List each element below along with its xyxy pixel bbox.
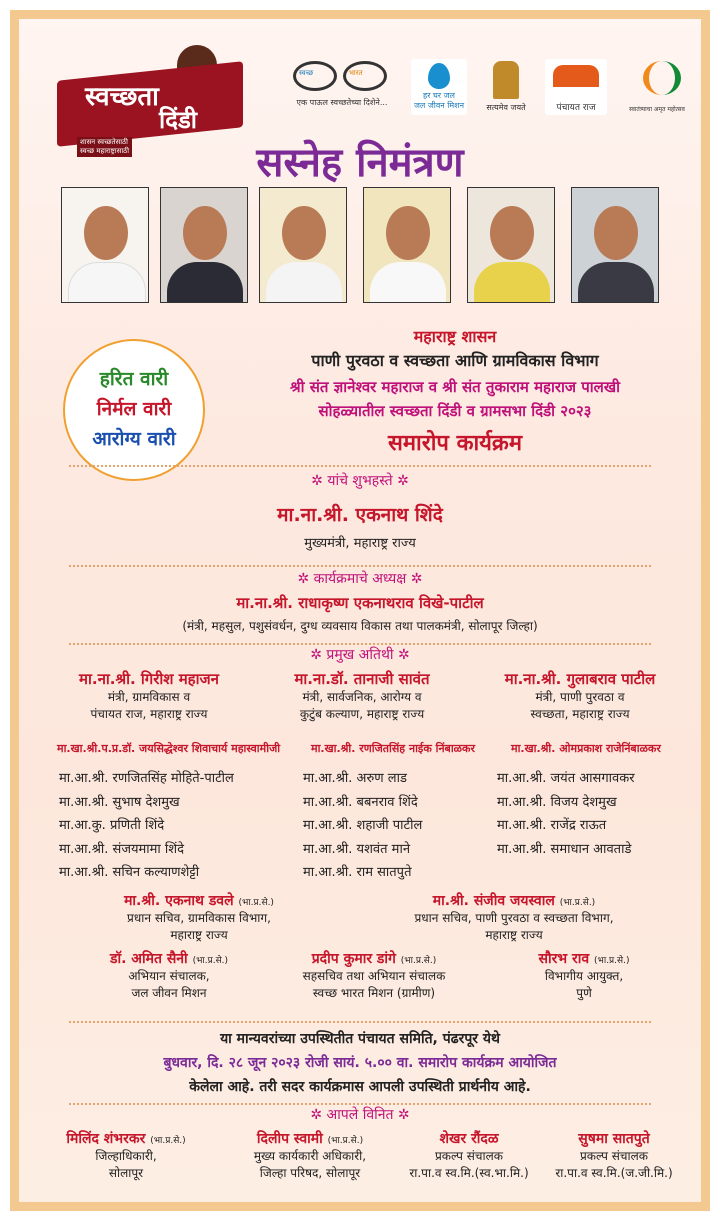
hosts-heading: ✲ आपले विनित ✲ [310, 1107, 410, 1123]
chief-guest-name: मा.ना.श्री. एकनाथ शिंदे [277, 504, 443, 526]
people-icon [553, 65, 599, 87]
president-post: (मंत्री, महसुल, पशुसंवर्धन, दुग्ध व्यवसाय विकास तथा पालकमंत्री, सोलापूर जिल्हा) [182, 619, 538, 633]
event-name: समारोप कार्यक्रम [388, 431, 522, 456]
divider [69, 1021, 651, 1023]
minister-2: मा.ना.डॉ. तानाजी सावंत मंत्री, सार्वजनिक, आरोग्य व कुटुंब कल्याण, महाराष्ट्र राज्य [294, 670, 430, 721]
panchayat-raj-logo: पंचायत राज [545, 59, 607, 115]
amrit-swirl-icon [643, 61, 681, 95]
event-line-2: सोहळ्यातील स्वच्छता दिंडी व ग्रामसभा दिंडी २०२३ [318, 402, 592, 420]
mp-2: मा.खा.श्री. रणजितसिंह नाईक निंबाळकर [311, 742, 475, 755]
national-emblem: सत्यमेव जयते [481, 59, 531, 115]
chief-heading: ✲ यांचे शुभहस्ते ✲ [311, 473, 409, 489]
mp-1: मा.खा.श्री.प.प्र.डॉ. जयसिद्धेश्वर शिवाचार्य महास्वामीजी [57, 742, 281, 755]
invitation-title: सस्नेह निमंत्रण [256, 139, 464, 186]
host-2: दिलीप स्वामी (भा.प्र.से.) मुख्य कार्यकारी अधिकारी, जिल्हा परिषद, सोलापूर [253, 1131, 367, 1180]
divider [69, 465, 651, 467]
president-heading: ✲ कार्यक्रमाचे अध्यक्ष ✲ [297, 571, 423, 587]
water-drop-icon [428, 63, 450, 89]
official-2: मा.श्री. संजीव जयस्वाल (भा.प्र.से.) प्रधान सचिव, पाणी पुरवठा व स्वच्छता विभाग, महाराष्ट्र राज्य [414, 893, 614, 942]
portrait-1 [61, 187, 149, 303]
portrait-2 [160, 187, 248, 303]
official-3: डॉ. अमित सैनी (भा.प्र.से.) अभियान संचालक, जल जीवन मिशन [109, 951, 229, 1000]
portrait-6 [571, 187, 659, 303]
host-4: सुषमा सातपुते प्रकल्प संचालक रा.पा.व स्व.मि.(ज.जी.मि.) [555, 1131, 673, 1180]
venue-line-3: केलेला आहे. तरी सदर कार्यक्रमास आपली उपस्थिती प्रार्थनीय आहे. [189, 1079, 531, 1095]
host-1: मिलिंद शंभरकर (भा.प्र.से.) जिल्हाधिकारी, सोलापूर [66, 1131, 186, 1180]
host-3: शेखर रौंदळ प्रकल्प संचालक रा.पा.व स्व.मि.(स्व.भा.मि.) [409, 1131, 529, 1180]
divider [69, 565, 651, 567]
mp-3: मा.खा.श्री. ओमप्रकाश राजेनिंबाळकर [511, 742, 661, 755]
official-5: सौरभ राव (भा.प्र.से.) विभागीय आयुक्त, पुणे [538, 951, 630, 1000]
portrait-5 [467, 187, 555, 303]
official-4: प्रदीप कुमार डांगे (भा.प्र.से.) सहसचिव तथा अभियान संचालक स्वच्छ भारत मिशन (ग्रामीण) [302, 951, 446, 1000]
mla-column-1: मा.आ.श्री. रणजितसिंह मोहिते-पाटील मा.आ.श्री. सुभाष देशमुख मा.आ.कु. प्रणिती शिंदे मा.आ.श्री. संजयमामा शिंदे मा.आ.श्री. सचिन कल्याणशेट्टी [59, 771, 234, 880]
event-line-1: श्री संत ज्ञानेश्वर महाराज व श्री संत तुकाराम महाराज पालखी [289, 378, 621, 396]
venue-line-1: या मान्यवरांच्या उपस्थितीत पंचायत समिति, पंढरपूर येथे [220, 1031, 500, 1047]
minister-3: मा.ना.श्री. गुलाबराव पाटील मंत्री, पाणी पुरवठा व स्वच्छता, महाराष्ट्र राज्य [504, 670, 656, 721]
swachh-bharat-logo: स्वच्छ भारत एक पाऊल स्वच्छतेच्या दिशेने... [287, 53, 397, 115]
mla-column-2: मा.आ.श्री. अरुण लाड मा.आ.श्री. बबनराव शिंदे मा.आ.श्री. शहाजी पाटील मा.आ.श्री. यशवंत माने मा.आ.श्री. राम सातपुते [303, 771, 423, 880]
minister-1: मा.ना.श्री. गिरीश महाजन मंत्री, ग्रामविकास व पंचायत राज, महाराष्ट्र राज्य [79, 670, 219, 721]
portrait-4 [363, 187, 451, 303]
guests-heading: ✲ प्रमुख अतिथी ✲ [310, 647, 410, 663]
government-name: महाराष्ट्र शासन [413, 327, 497, 346]
invitation-card [10, 10, 710, 1211]
jal-jeevan-mission-logo: हर घर जल जल जीवन मिशन [411, 59, 467, 115]
amrit-mahotsav-logo: स्वातंत्र्याचा अमृत महोत्सव [623, 59, 691, 115]
chief-guest-post: मुख्यमंत्री, महाराष्ट्र राज्य [304, 536, 416, 551]
mla-column-3: मा.आ.श्री. जयंत आसगावकर मा.आ.श्री. विजय देशमुख मा.आ.श्री. राजेंद्र राऊत मा.आ.श्री. समाधान आवताडे [497, 771, 635, 857]
official-1: मा.श्री. एकनाथ डवले (भा.प्र.से.) प्रधान सचिव, ग्रामविकास विभाग, महाराष्ट्र राज्य [124, 893, 274, 942]
swachhata-dindi-logo: स्वच्छता दिंडी शासन स्वच्छतेसाठी स्वच्छ महाराष्ट्रासाठी [57, 43, 247, 153]
president-name: मा.ना.श्री. राधाकृष्ण एकनाथराव विखे-पाटील [236, 594, 484, 612]
department-name: पाणी पुरवठा व स्वच्छता आणि ग्रामविकास विभाग [311, 351, 599, 370]
vari-badge: हरित वारी निर्मल वारी आरोग्य वारी [69, 345, 199, 475]
ashoka-emblem-icon [493, 61, 519, 99]
portrait-3 [259, 187, 347, 303]
venue-line-2: बुधवार, दि. २८ जून २०२३ रोजी सायं. ५.०० वा. समारोप कार्यक्रम आयोजित [163, 1055, 557, 1071]
